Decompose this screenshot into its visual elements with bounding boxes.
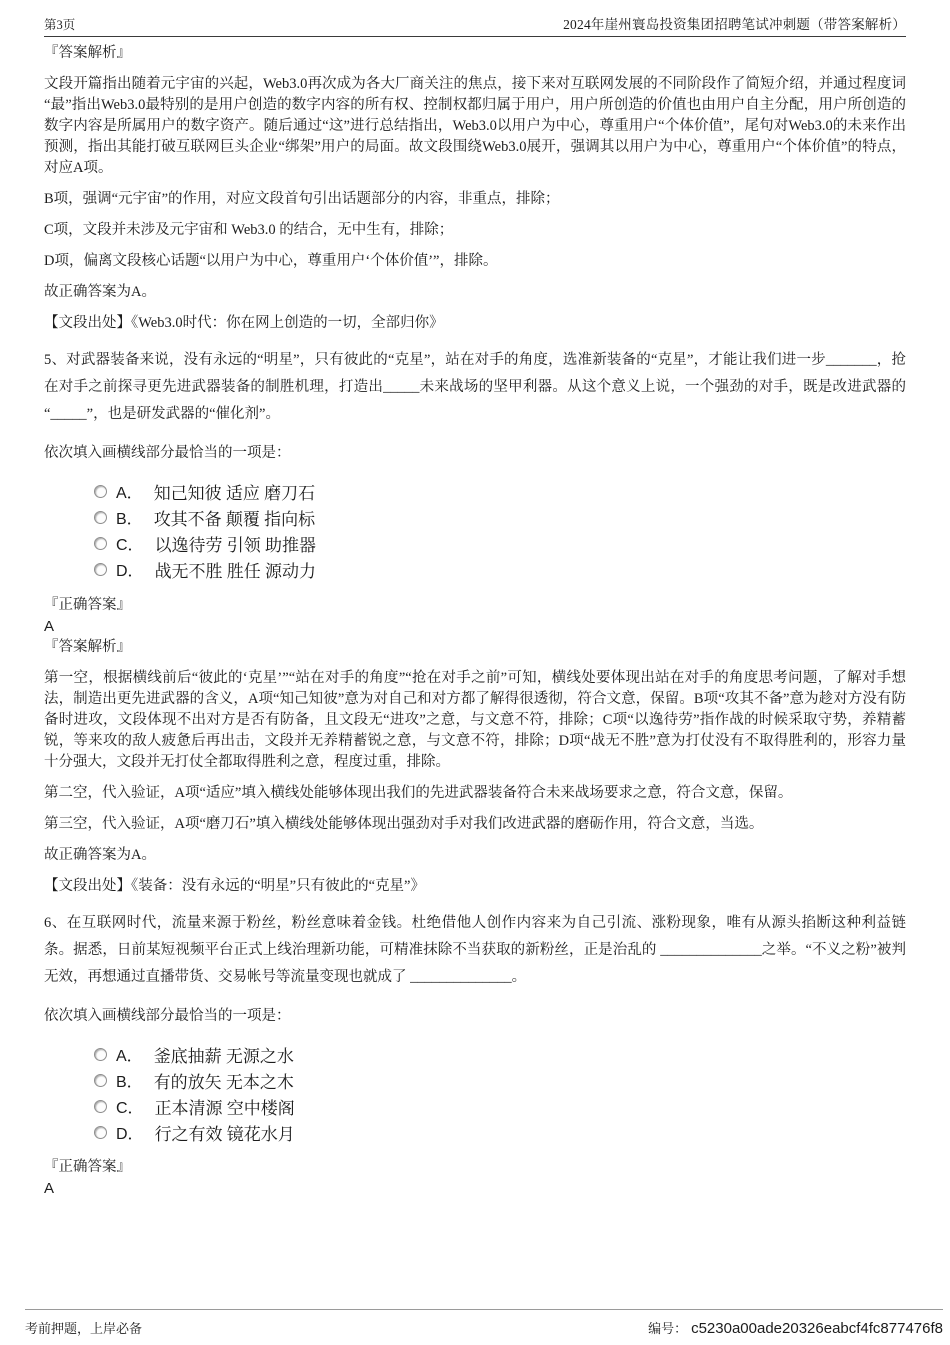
q6-option-B xyxy=(94,1067,906,1093)
question-5-stem: 5、对武器装备来说，没有永远的“明星”，只有彼此的“克星”，站在对手的角度，选准新装备的“克星”，才能让我们进一步_______，抢在对手之前探寻更先进武器装备的制胜机理，打造出_____未来战场的坚甲利器。从这个意义上说，一个强劲的对手，既是改进武器的“_____”，也是研发武器的“催化剂”。 xyxy=(44,352,906,422)
q6-option-D-key: D． xyxy=(116,1125,144,1143)
q6-option-B-key: B． xyxy=(116,1073,143,1091)
q5-option-C-radio[interactable] xyxy=(94,537,107,550)
q5-analysis-conclusion: 故正确答案为A。 xyxy=(44,846,156,863)
q6-option-D xyxy=(94,1119,906,1145)
q5-option-B-text: 攻其不备 颠覆 指向标 xyxy=(153,510,316,529)
q6-option-B-text: 有的放矢 无本之木 xyxy=(153,1072,294,1092)
q6-option-C-radio[interactable] xyxy=(94,1100,107,1113)
analysis-option-c: C项，文段并未涉及元宇宙和 Web3.0 的结合，无中生有，排除； xyxy=(44,222,454,238)
page-footer xyxy=(25,1309,943,1337)
question-5-options xyxy=(94,479,906,583)
footer-slogan: 考前押题，上岸必备 xyxy=(25,1321,143,1336)
q6-option-A-key: A． xyxy=(116,1047,143,1065)
q5-option-B-key: B． xyxy=(116,511,143,528)
analysis-paragraph: 文段开篇指出随着元宇宙的兴起，Web3.0再次成为各大厂商关注的焦点，接下来对互联网发展的不同阶段作了简短介绍，并通过程度词“最”指出Web3.0最特别的是用户创造的数字内容的所有权、控制权都归属于用户，用户所创造的价值也由用户自主分配，用户所创造的数字内容是所属用户的数字资产。随后通过“这”进行总结指出，Web3.0以用户为中心，尊重用户“个体价值”，尾句对Web3.0的未来作出预测，指出其能打破互联网巨头企业“绑架”用户的局面。故文段围绕Web3.0展开，强调其以用户为中心，尊重用户“个体价值”的特点，对应A项。 xyxy=(44,76,906,176)
footer-id xyxy=(648,1318,943,1337)
q5-option-A-text: 知己知彼 适应 磨刀石 xyxy=(153,484,316,503)
q5-option-A xyxy=(94,479,906,505)
q6-option-D-text: 行之有效 镜花水月 xyxy=(154,1124,295,1144)
question-5-prompt: 依次填入画横线部分最恰当的一项是： xyxy=(44,445,291,461)
q5-analysis-blank3: 第三空，代入验证，A项“磨刀石”填入横线处能够体现出强劲对手对我们改进武器的磨砺作用，符合文意，当选。 xyxy=(44,815,764,832)
answer-analysis-label: 『答案解析』 xyxy=(44,45,131,61)
q5-option-D-text: 战无不胜 胜任 源动力 xyxy=(154,562,317,581)
q6-option-C-text: 正本清源 空中楼阁 xyxy=(154,1098,295,1118)
analysis-conclusion: 故正确答案为A。 xyxy=(44,284,156,300)
q5-option-B xyxy=(94,505,906,531)
q5-correct-answer-value: A xyxy=(44,617,55,635)
q5-analysis-blank2: 第二空，代入验证，A项“适应”填入横线处能够体现出我们的先进武器装备符合未来战场要求之意，符合文意，保留。 xyxy=(44,784,793,801)
footer-id-label: 编号： xyxy=(648,1321,688,1336)
q5-option-C-key: C． xyxy=(116,537,144,554)
q6-option-D-radio[interactable] xyxy=(94,1126,107,1139)
q5-option-C xyxy=(94,531,906,557)
q5-option-A-radio[interactable] xyxy=(94,485,107,498)
q6-option-A-text: 釜底抽薪 无源之水 xyxy=(153,1046,294,1066)
q5-option-D-radio[interactable] xyxy=(94,563,107,576)
q5-option-D-key: D． xyxy=(116,563,144,580)
q6-correct-answer-label: 『正确答案』 xyxy=(44,1159,131,1175)
q6-option-B-radio[interactable] xyxy=(94,1074,107,1087)
page-content xyxy=(44,31,906,1199)
document-title: 2024年崖州寰岛投资集团招聘笔试冲刺题（带答案解析） xyxy=(563,17,906,32)
q5-option-C-text: 以逸待劳 引领 助推器 xyxy=(154,536,317,555)
analysis-option-d: D项，偏离文段核心话题“以用户为中心，尊重用户‘个体价值’”，排除。 xyxy=(44,253,498,269)
page-number: 第3页 xyxy=(44,18,76,32)
q5-analysis-source: 【文段出处】《装备：没有永远的“明星”只有彼此的“克星”》 xyxy=(44,877,425,894)
q6-correct-answer-value: A xyxy=(44,1180,55,1197)
q5-option-D xyxy=(94,557,906,583)
q6-option-C xyxy=(94,1093,906,1119)
q5-correct-answer-label: 『正确答案』 xyxy=(44,596,131,613)
analysis-source: 【文段出处】《Web3.0时代：你在网上创造的一切，全部归你》 xyxy=(44,315,444,331)
footer-id-value: c5230a00ade20326eabcf4fc877476f8 xyxy=(691,1320,943,1337)
q6-option-A xyxy=(94,1041,906,1067)
q5-analysis-blank1: 第一空，根据横线前后“彼此的‘克星’”“站在对手的角度”“抢在对手之前”可知，横线处要体现出站在对手的角度思考问题，了解对手想法，制造出更先进武器的含义，A项“知己知彼”意为对自己和对方都了解得很透彻，符合文意，保留。B项“攻其不备”意为趁对方没有防备时进攻，文段体现不出对方是否有防备，且文段无“进攻”之意，与文意不符，排除；C项“以逸待劳”指作战的时候采取守势，养精蓄锐，等来攻的敌人疲惫后再出击，文段并无养精蓄锐之意，与文意不符，排除；D项“战无不胜”意为打仗没有不取得胜利的，形容力量十分强大，文段并无打仗全都取得胜利之意，程度过重，排除。 xyxy=(44,669,906,770)
question-6-stem: 6、在互联网时代，流量来源于粉丝，粉丝意味着金钱。杜绝借他人创作内容来为自己引流、涨粉现象，唯有从源头掐断这种利益链条。据悉，日前某短视频平台正式上线治理新功能，可精准抹除不当获取的新粉丝，正是治乱的 ______________之举。“不义之粉”被判无效，再想通过直播带货、交易帐号等流量变现也就成了 ______________。 xyxy=(44,914,906,985)
analysis-option-b: B项，强调“元宇宙”的作用，对应文段首句引出话题部分的内容，非重点，排除； xyxy=(44,191,560,207)
q6-option-C-key: C． xyxy=(116,1099,144,1117)
question-6-prompt: 依次填入画横线部分最恰当的一项是： xyxy=(44,1007,291,1024)
question-6-options xyxy=(94,1041,906,1145)
q6-option-A-radio[interactable] xyxy=(94,1048,107,1061)
q5-analysis-label: 『答案解析』 xyxy=(44,638,131,655)
q5-option-B-radio[interactable] xyxy=(94,511,107,524)
q5-option-A-key: A． xyxy=(116,485,143,502)
